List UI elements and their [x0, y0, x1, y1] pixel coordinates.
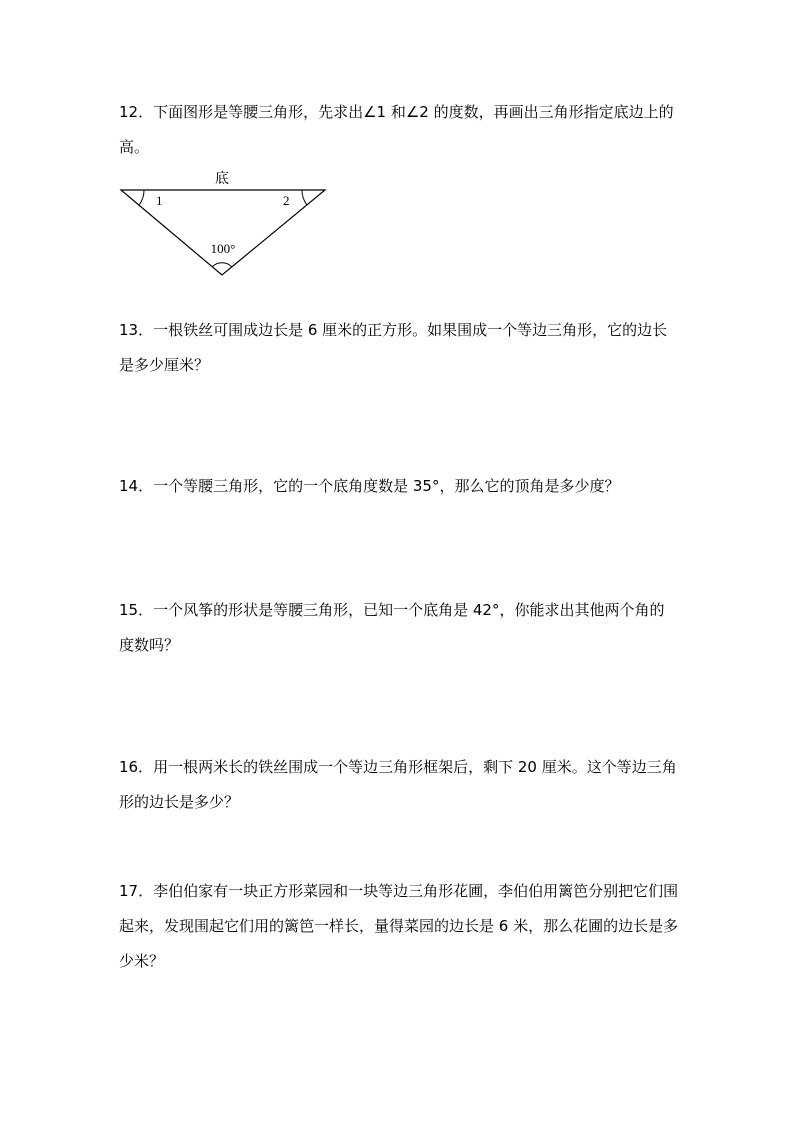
question-number: 17．: [119, 882, 154, 900]
question-number: 15．: [119, 601, 154, 619]
question-text: 李伯伯家有一块正方形菜园和一块等边三角形花圃，李伯伯用篱笆分别把它们围起来，发现围起它们用的篱笆一样长，量得菜园的边长是 6 米，那么花圃的边长是多少米？: [119, 882, 679, 970]
question-number: 14．: [119, 477, 154, 495]
question-12: [119, 95, 679, 165]
question-number: 16．: [119, 758, 154, 776]
angle-1-arc: [139, 190, 144, 205]
question-text: 用一根两米长的铁丝围成一个等边三角形框架后，剩下 20 厘米。这个等边三角形的边长是多少？: [119, 758, 677, 811]
question-15: [119, 593, 679, 663]
question-text: 一个风筝的形状是等腰三角形，已知一个底角是 42°，你能求出其他两个角的度数吗？: [119, 601, 665, 654]
question-text: 一根铁丝可围成边长是 6 厘米的正方形。如果围成一个等边三角形，它的边长是多少厘米？: [119, 321, 668, 374]
triangle-outline: [121, 190, 325, 275]
question-16: [119, 750, 679, 820]
isosceles-triangle-figure: [115, 165, 335, 280]
question-text: 一个等腰三角形，它的一个底角度数是 35°，那么它的顶角是多少度？: [153, 477, 620, 495]
question-14: [119, 469, 679, 504]
question-number: 12．: [119, 103, 154, 121]
question-text: 下面图形是等腰三角形，先求出∠1 和∠2 的度数，再画出三角形指定底边上的高。: [119, 103, 674, 156]
angle-2-arc: [302, 190, 307, 205]
angle-2-label: 2: [283, 193, 290, 208]
apex-angle-label: 100°: [210, 241, 236, 256]
question-13: [119, 313, 679, 383]
apex-angle-arc: [212, 263, 232, 267]
triangle-diagram: [115, 165, 335, 280]
question-17: [119, 874, 679, 979]
angle-1-label: 1: [156, 193, 163, 208]
question-number: 13．: [119, 321, 154, 339]
base-label: 底: [215, 172, 229, 187]
